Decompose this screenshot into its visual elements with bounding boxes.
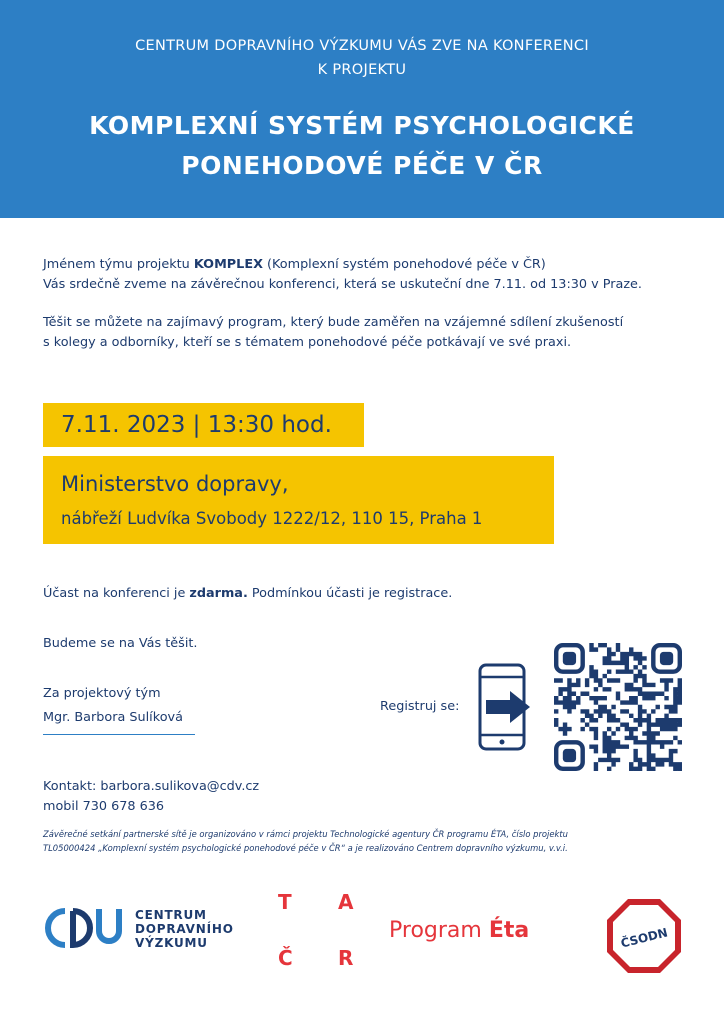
event-datetime: 7.11. 2023 | 13:30 hod. xyxy=(61,412,332,438)
cdv-logo-text xyxy=(135,908,234,950)
invitation-line-2: K PROJEKTU xyxy=(317,62,407,78)
participation-pre: Účast na konferenci je xyxy=(43,586,190,601)
intro-p1-pre: Jménem týmu projektu xyxy=(43,257,194,272)
place-highlight xyxy=(43,456,554,544)
tacr-letter-t: T xyxy=(278,890,292,914)
cdv-line-1: CENTRUM xyxy=(135,908,207,922)
header-banner xyxy=(0,0,724,218)
intro-paragraph-1 xyxy=(43,255,693,295)
csodn-logo xyxy=(605,897,683,975)
program-label: Program xyxy=(389,918,489,943)
footnote-line-1: Závěrečné setkání partnerské sítě je organizováno v rámci projektu Technologické agentury ČR programu ÉTA, číslo projektu xyxy=(43,829,568,839)
conference-title xyxy=(0,106,724,186)
tacr-letter-a: A xyxy=(338,890,354,914)
phone-arrow-icon xyxy=(478,663,530,751)
intro-p2-line1: Těšit se můžete na zajímavý program, který bude zaměřen na vzájemné sdílení zkušeností xyxy=(43,315,624,330)
tacr-letter-c: Č xyxy=(278,946,293,970)
register-label: Registruj se: xyxy=(380,699,460,714)
participation-free: zdarma. xyxy=(189,586,248,601)
project-name: KOMPLEX xyxy=(193,257,263,272)
contact-phone: mobil 730 678 636 xyxy=(43,799,165,814)
intro-text xyxy=(43,255,693,371)
contact-email: Kontakt: barbora.sulikova@cdv.cz xyxy=(43,779,260,794)
cdv-mark-icon xyxy=(43,905,129,951)
csodn-text: ČSODN xyxy=(619,925,670,951)
signature-label: Za projektový tým xyxy=(43,686,161,701)
intro-p1-line2: Vás srdečně zveme na závěrečnou konferenci, která se uskuteční dne 7.11. od 13:30 v Praze. xyxy=(43,277,642,292)
participation-text xyxy=(43,584,452,604)
program-eta-logo xyxy=(389,917,529,945)
date-highlight xyxy=(43,403,364,447)
intro-p2-line2: s kolegy a odborníky, kteří se s tématem ponehodové péče potkávají ve své praxi. xyxy=(43,335,572,350)
tacr-logo xyxy=(270,888,370,974)
place-name: Ministerstvo dopravy, xyxy=(61,472,289,496)
program-name: Éta xyxy=(488,918,530,943)
intro-paragraph-2 xyxy=(43,313,693,353)
footnote xyxy=(43,827,693,855)
closing-text: Budeme se na Vás těšit. xyxy=(43,636,198,651)
signature-name: Mgr. Barbora Sulíková xyxy=(43,708,195,735)
tacr-letter-r: R xyxy=(338,946,354,970)
intro-p1-post: (Komplexní systém ponehodové péče v ČR) xyxy=(262,257,546,272)
invitation-text xyxy=(0,34,724,82)
participation-post: Podmínkou účasti je registrace. xyxy=(247,586,453,601)
cdv-logo xyxy=(43,905,243,955)
place-address: nábřeží Ludvíka Svobody 1222/12, 110 15, Praha 1 xyxy=(61,509,483,528)
invitation-line-1: CENTRUM DOPRAVNÍHO VÝZKUMU VÁS ZVE NA KONFERENCI xyxy=(135,38,589,54)
title-line-2: PONEHODOVÉ PÉČE V ČR xyxy=(181,151,543,180)
cdv-line-3: VÝZKUMU xyxy=(135,936,208,950)
qr-code[interactable] xyxy=(554,643,682,771)
footnote-line-2: TL05000424 „Komplexní systém psychologické ponehodové péče v ČR“ a je realizováno Centrem dopravního výzkumu, v.v.i. xyxy=(43,843,568,853)
cdv-line-2: DOPRAVNÍHO xyxy=(135,922,234,936)
title-line-1: KOMPLEXNÍ SYSTÉM PSYCHOLOGICKÉ xyxy=(89,111,635,140)
contact-block xyxy=(43,777,259,817)
